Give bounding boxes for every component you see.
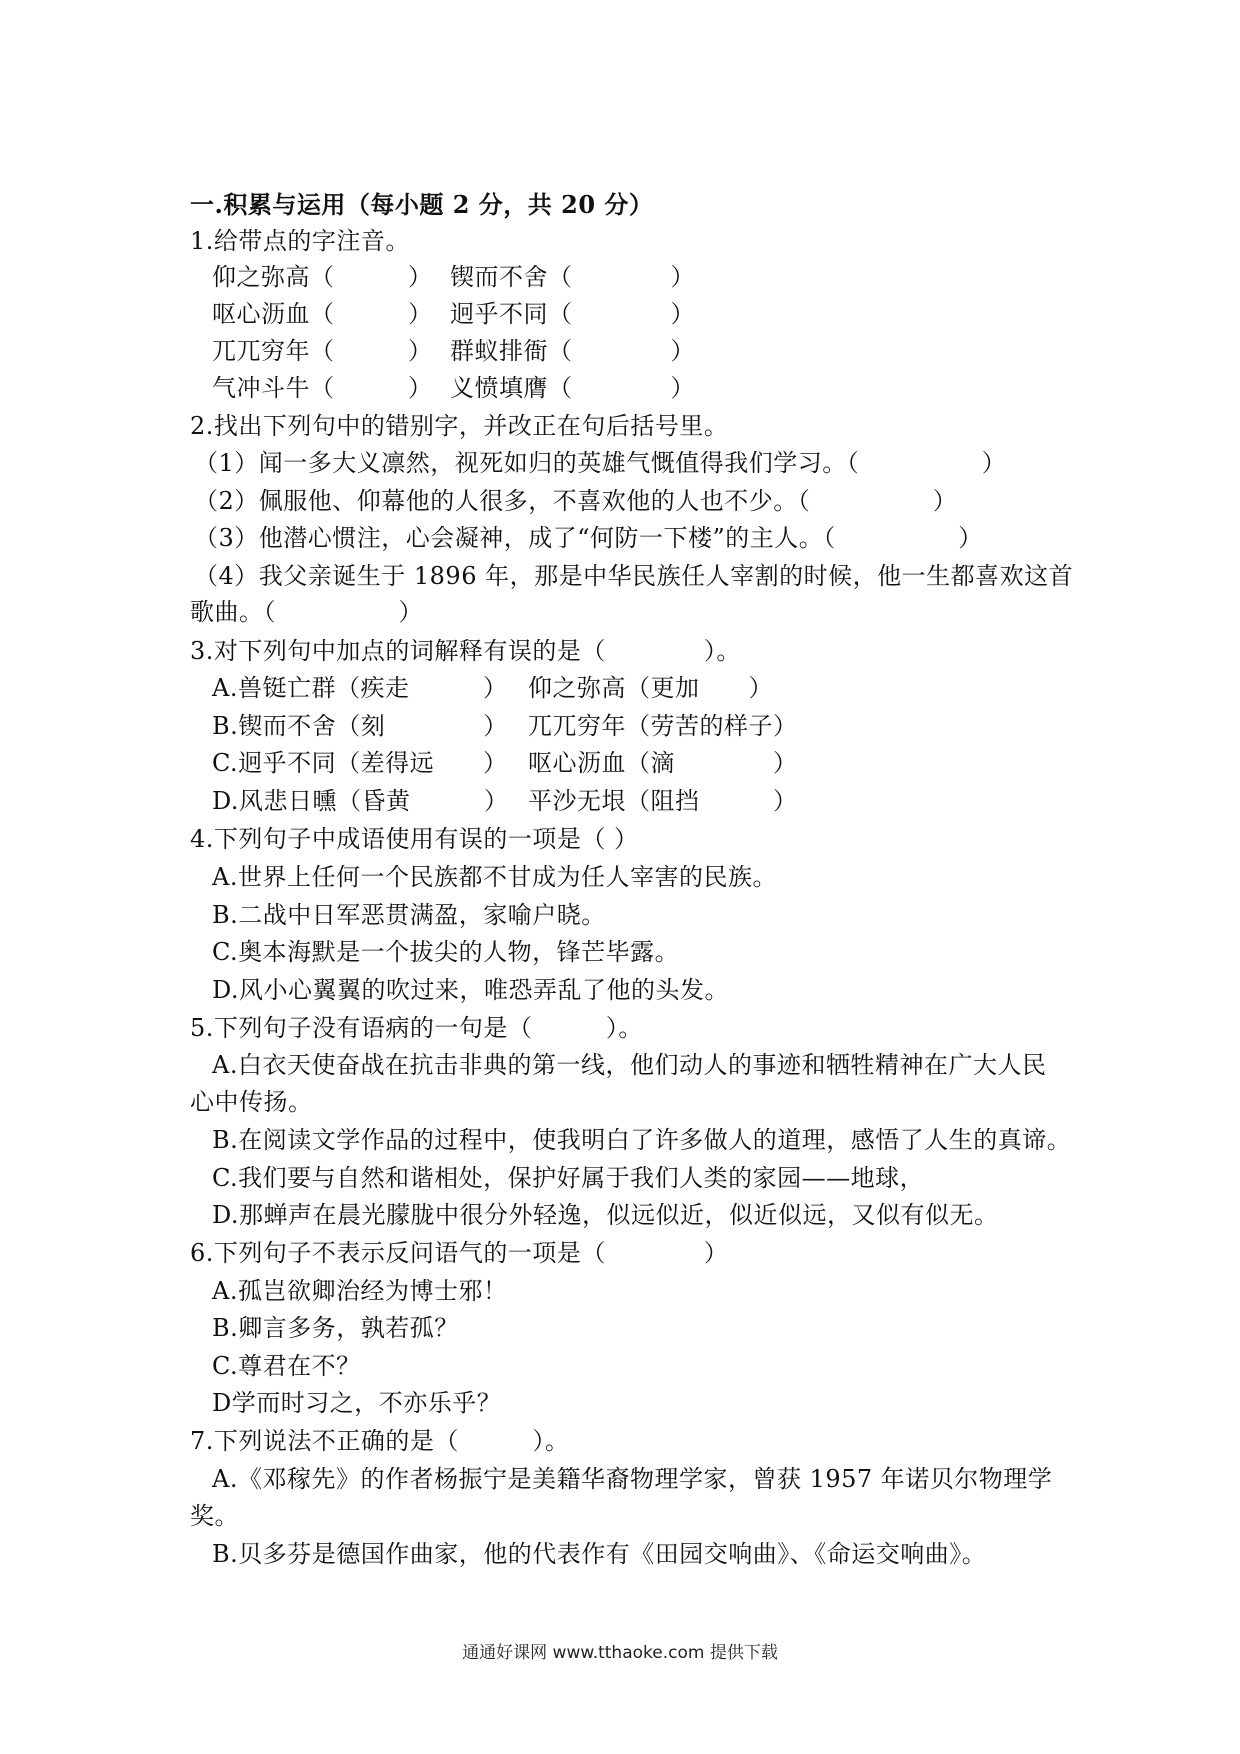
q1-row-4-a: 气冲斗牛（ ） xyxy=(212,374,433,402)
section-title: 一.积累与运用（每小题 2 分，共 20 分） xyxy=(190,190,654,219)
q1-row-3-b: 群蚁排衙（ ） xyxy=(450,337,695,365)
q3-row-b-1: B.锲而不舍（刻 ） xyxy=(212,712,508,740)
q6-option-a: A.孤岂欲卿治经为博士邪！ xyxy=(212,1277,508,1305)
q5-option-b: B.在阅读文学作品的过程中，使我明白了许多做人的道理，感悟了人生的真谛。 xyxy=(212,1126,1072,1154)
q1-stem: 1.给带点的字注音。 xyxy=(190,227,410,255)
q6-option-b: B.卿言多务，孰若孤？ xyxy=(212,1314,459,1342)
q6-stem: 6.下列句子不表示反问语气的一项是（ ） xyxy=(190,1239,729,1267)
q3-row-a-2: 仰之弥高（更加 ） xyxy=(528,674,773,702)
q3-row-d-2: 平沙无垠（阻挡 ） xyxy=(528,787,798,815)
q7-option-b: B.贝多芬是德国作曲家，他的代表作有《田园交响曲》、《命运交响曲》。 xyxy=(212,1540,987,1568)
q3-row-d-1: D.风悲日曛（昏黄 ） xyxy=(212,787,509,815)
q7-stem: 7.下列说法不正确的是（ ）。 xyxy=(190,1427,570,1455)
q2-item-2: （2）佩服他、仰幕他的人很多，不喜欢他的人也不少。（ ） xyxy=(194,487,958,515)
q1-row-4-b: 义愤填膺（ ） xyxy=(450,374,695,402)
q4-option-b: B.二战中日军恶贯满盈，家喻户晓。 xyxy=(212,901,606,929)
q4-option-a: A.世界上任何一个民族都不甘成为任人宰害的民族。 xyxy=(212,863,777,891)
q3-row-c-2: 呕心沥血（滴 ） xyxy=(528,749,798,777)
q6-option-c: C.尊君在不？ xyxy=(212,1352,361,1380)
q2-item-4: （4）我父亲诞生于 1896 年，那是中华民族任人宰割的时候，他一生都喜欢这首 xyxy=(194,562,1074,590)
q4-option-c: C.奥本海默是一个拔尖的人物，锋芒毕露。 xyxy=(212,938,680,966)
q2-item-4-cont: 歌曲。（ ） xyxy=(190,598,423,626)
q1-row-2-a: 呕心沥血（ ） xyxy=(212,300,433,328)
q4-stem: 4.下列句子中成语使用有误的一项是（ ） xyxy=(190,825,639,853)
q5-option-a-cont: 心中传扬。 xyxy=(190,1088,313,1116)
q5-option-c: C.我们要与自然和谐相处，保护好属于我们人类的家园——地球， xyxy=(212,1164,925,1192)
q3-row-b-2: 兀兀穷年（劳苦的样子） xyxy=(528,712,798,740)
q5-stem: 5.下列句子没有语病的一句是（ ）。 xyxy=(190,1014,643,1042)
q5-option-a: A.白衣天使奋战在抗击非典的第一线，他们动人的事迹和牺牲精神在广大人民 xyxy=(212,1051,1047,1079)
q6-option-d: D学而时习之，不亦乐乎？ xyxy=(212,1389,502,1417)
q3-stem: 3.对下列句中加点的词解释有误的是（ ）。 xyxy=(190,637,741,665)
q7-option-a-cont: 奖。 xyxy=(190,1502,239,1530)
q1-row-1-a: 仰之弥高（ ） xyxy=(212,263,433,291)
q1-row-2-b: 迥乎不同（ ） xyxy=(450,300,695,328)
q3-row-c-1: C.迥乎不同（差得远 ） xyxy=(212,749,508,777)
q2-item-1: （1）闻一多大义凛然，视死如归的英雄气慨值得我们学习。（ ） xyxy=(194,449,1007,477)
q2-item-3: （3）他潜心惯注，心会凝神，成了“何防一下楼”的主人。（ ） xyxy=(194,524,983,552)
q1-row-3-a: 兀兀穷年（ ） xyxy=(212,337,433,365)
q2-stem: 2.找出下列句中的错别字，并改正在句后括号里。 xyxy=(190,412,729,440)
page-footer: 通通好课网 www.tthaoke.com 提供下载 xyxy=(462,1643,778,1663)
q4-option-d: D.风小心翼翼的吹过来，唯恐弄乱了他的头发。 xyxy=(212,976,730,1004)
q1-row-1-b: 锲而不舍（ ） xyxy=(450,263,695,291)
q7-option-a: A.《邓稼先》的作者杨振宁是美籍华裔物理学家，曾获 1957 年诺贝尔物理学 xyxy=(212,1465,1053,1493)
q5-option-d: D.那蝉声在晨光朦胧中很分外轻逸，似远似近，似近似远，又似有似无。 xyxy=(212,1201,999,1229)
q3-row-a-1: A.兽铤亡群（疾走 ） xyxy=(212,674,508,702)
